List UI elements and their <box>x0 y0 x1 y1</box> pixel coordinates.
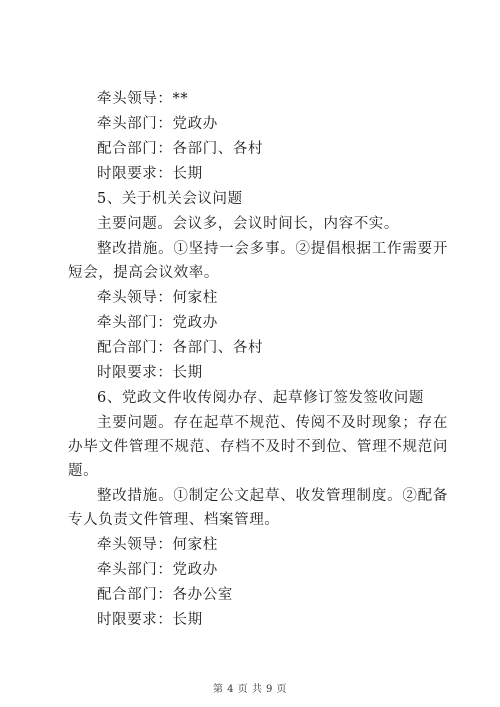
lead-leader: 牵头领导：何家柱 <box>97 537 218 553</box>
time-requirement: 时限要求：长期 <box>97 166 203 182</box>
lead-leader: 牵头领导：** <box>97 91 189 107</box>
page-footer: 第 4 页 共 9 页 <box>212 684 288 695</box>
cooperating-departments: 配合部门：各办公室 <box>97 587 233 603</box>
lead-department: 牵头部门：党政办 <box>97 116 218 132</box>
lead-leader: 牵头领导：何家柱 <box>97 290 218 306</box>
rectification-measures-5: 整改措施。①坚持一会多事。②提倡根据工作需要开短会，提高会议效率。 <box>68 241 448 281</box>
rectification-measures-6: 整改措施。①制定公文起草、收发管理制度。②配备专人负责文件管理、档案管理。 <box>68 488 448 528</box>
main-problem-6: 主要问题。存在起草不规范、传阅不及时现象；存在办毕文件管理不规范、存档不及时不到位、管理不规范问题。 <box>68 415 448 479</box>
lead-department: 牵头部门：党政办 <box>97 315 218 331</box>
lead-department: 牵头部门：党政办 <box>97 562 218 578</box>
cooperating-departments: 配合部门：各部门、各村 <box>97 141 264 157</box>
cooperating-departments: 配合部门：各部门、各村 <box>97 340 264 356</box>
main-problem-5: 主要问题。会议多，会议时间长，内容不实。 <box>97 216 399 232</box>
section-heading-6: 6、党政文件收传阅办存、起草修订签发签收问题 <box>97 390 424 406</box>
time-requirement: 时限要求：长期 <box>97 365 203 381</box>
section-heading-5: 5、关于机关会议问题 <box>97 191 243 207</box>
document-body <box>68 90 448 636</box>
time-requirement: 时限要求：长期 <box>97 612 203 628</box>
